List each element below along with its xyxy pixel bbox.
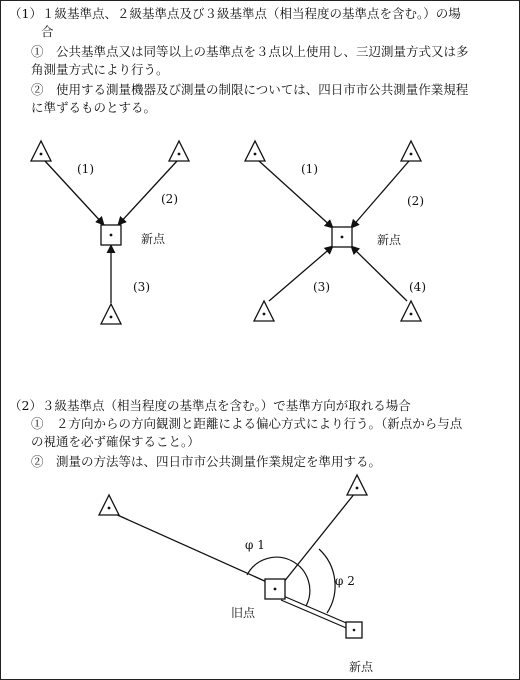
known-point-triangle xyxy=(401,301,421,321)
diagram2-ray-4 xyxy=(351,246,407,301)
section2-heading: （2）３級基準点（相当程度の基準点を含む。）で基準方向が取れる場合 xyxy=(9,398,411,413)
known-point-triangle xyxy=(99,495,119,515)
survey-diagrams xyxy=(1,1,519,679)
diagram3-phi2-label: φ 2 xyxy=(335,574,355,588)
diagram3-distance-line xyxy=(281,595,351,625)
known-point-triangle xyxy=(31,141,51,161)
section1-heading-line1: （1）１級基準点、２級基準点及び３級基準点（相当程度の基準点を含む。）の場 xyxy=(9,6,461,21)
section1-heading-line2: 合 xyxy=(41,24,54,39)
diagram2 xyxy=(245,141,426,321)
section2-item2: ② 測量の方法等は、四日市市公共測量作業規定を準用する。 xyxy=(31,454,382,469)
diagram3-distance-line xyxy=(281,600,351,630)
section2-item1-line1: ① ２方向からの方向観測と距離による偏心方式により行う。（新点から与点 xyxy=(31,416,463,431)
new-point-square xyxy=(332,227,352,247)
section1-item2-line2: に準ずるものとする。 xyxy=(31,100,157,115)
new-point-square xyxy=(346,622,362,638)
diagram1-new-point-label: 新点 xyxy=(141,232,166,246)
diagram3-sight-line-right xyxy=(283,493,355,583)
known-point-triangle xyxy=(245,141,265,161)
diagram2-ray-1 xyxy=(259,161,333,228)
section1-item1-line1: ① 公共基準点又は同等以上の基準点を３点以上使用し、三辺測量方式又は多 xyxy=(31,44,469,59)
known-point-triangle xyxy=(169,141,189,161)
diagram1-ray-1 xyxy=(45,161,104,225)
diagram2-label-4: (4) xyxy=(409,280,426,294)
section1-item2-line1: ② 使用する測量機器及び測量の制限については、四日市市公共測量作業規程 xyxy=(31,82,469,97)
new-point-square xyxy=(101,225,121,245)
known-point-triangle xyxy=(347,475,367,495)
diagram1-label-1: (1) xyxy=(77,162,94,176)
diagram1 xyxy=(31,141,189,324)
diagram3 xyxy=(99,475,374,674)
diagram2-label-1: (1) xyxy=(301,162,318,176)
old-point-square xyxy=(265,579,285,599)
diagram3-old-point-label: 旧点 xyxy=(231,606,256,620)
section1-item1-line2: 角測量方式により行う。 xyxy=(31,62,169,77)
diagram2-ray-2 xyxy=(351,161,409,228)
section2-item1-line2: の視通を必ず確保すること。） xyxy=(31,434,200,449)
known-point-triangle xyxy=(101,304,121,324)
diagram3-phi1-label: φ 1 xyxy=(245,538,265,552)
known-point-triangle xyxy=(401,141,421,161)
diagram1-label-2: (2) xyxy=(161,192,178,206)
diagram1-label-3: (3) xyxy=(133,280,150,294)
diagram2-label-2: (2) xyxy=(407,194,424,208)
diagram2-label-3: (3) xyxy=(313,280,330,294)
known-point-triangle xyxy=(254,301,274,321)
diagram2-new-point-label: 新点 xyxy=(377,233,402,247)
diagram3-new-point-label: 新点 xyxy=(349,660,374,674)
diagram3-angle-arc-phi2 xyxy=(319,549,335,613)
